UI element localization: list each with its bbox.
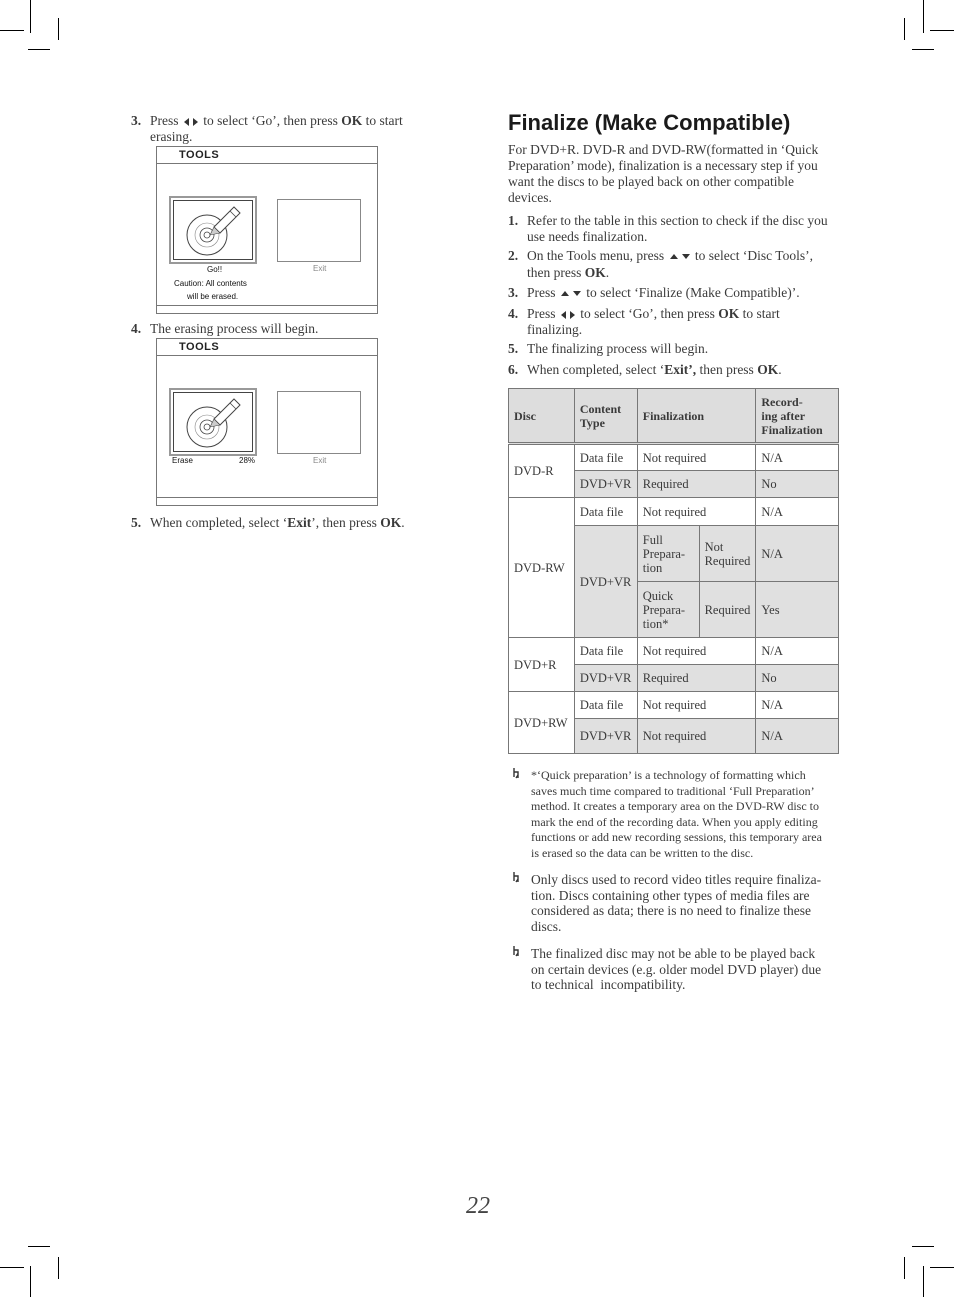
step-text: Press bbox=[150, 113, 179, 128]
step-text: then press bbox=[527, 265, 582, 280]
content-cell: DVD+VR bbox=[574, 471, 637, 498]
finalization-cell: Not Required bbox=[699, 526, 756, 582]
crop-mark bbox=[930, 1267, 954, 1268]
crop-mark bbox=[0, 1267, 24, 1268]
exit-label: Exit bbox=[313, 456, 327, 465]
disc-cell: DVD+RW bbox=[509, 692, 575, 754]
recording-cell: N/A bbox=[756, 719, 839, 754]
crop-mark bbox=[30, 0, 31, 33]
crop-mark bbox=[930, 30, 954, 31]
content-cell: Data file bbox=[574, 444, 637, 471]
right-arrow-icon bbox=[193, 118, 198, 126]
disc-cell: DVD-RW bbox=[509, 498, 575, 638]
recording-cell: No bbox=[756, 471, 839, 498]
crop-mark bbox=[904, 18, 905, 40]
erase-label: Erase bbox=[172, 456, 193, 465]
finalization-cell: Required bbox=[637, 471, 756, 498]
step-number: 3. bbox=[508, 285, 519, 300]
finalization-cell: Required bbox=[637, 665, 756, 692]
note-line: discs. bbox=[531, 918, 562, 934]
exit-word: Exit’, bbox=[664, 362, 697, 377]
step-text: Press bbox=[527, 306, 556, 321]
step-text: The finalizing process will begin. bbox=[527, 341, 709, 356]
step-text: to select ‘Go’, then press bbox=[580, 306, 715, 321]
step-number: 5. bbox=[131, 515, 142, 530]
note-line: method. It creates a temporary area on the DVD-RW disc to bbox=[531, 799, 820, 813]
disc-cell: DVD+R bbox=[509, 638, 575, 692]
note-line: on certain devices (e.g. older model DVD player) due bbox=[531, 961, 822, 977]
finalization-cell: Not required bbox=[637, 638, 756, 665]
step-text: to start bbox=[742, 306, 780, 321]
note-line: The finalized disc may not be able to be played back bbox=[531, 946, 816, 961]
step-number: 6. bbox=[508, 362, 519, 377]
content-cell: DVD+VR bbox=[574, 665, 637, 692]
crop-mark bbox=[28, 49, 50, 50]
step-text: On the Tools menu, press bbox=[527, 248, 665, 263]
crop-mark bbox=[923, 0, 924, 33]
prep-cell: Full Prepara- tion bbox=[637, 526, 699, 582]
header-disc: Disc bbox=[509, 389, 575, 444]
step-number: 4. bbox=[131, 321, 142, 336]
content-cell: DVD+VR bbox=[574, 526, 637, 638]
step-text: to select ‘Finalize (Make Compatible)’. bbox=[586, 285, 800, 300]
step-text: When completed, select ‘ bbox=[527, 362, 665, 377]
ok-key: OK bbox=[341, 113, 363, 128]
exit-word: Exit bbox=[287, 515, 312, 530]
recording-cell: N/A bbox=[756, 638, 839, 665]
note-video-titles bbox=[531, 872, 851, 934]
table-header-row bbox=[509, 389, 839, 444]
recording-cell: N/A bbox=[756, 498, 839, 526]
ok-key: OK bbox=[380, 515, 402, 530]
note-line: *‘Quick preparation’ is a technology of formatting which bbox=[531, 768, 806, 782]
header-finalization: Finalization bbox=[637, 389, 756, 444]
step-text: The erasing process will begin. bbox=[150, 321, 319, 336]
step-number: 2. bbox=[508, 248, 519, 263]
tools-screen-erase bbox=[156, 338, 378, 506]
exit-tile[interactable] bbox=[277, 199, 361, 262]
note-icon bbox=[512, 871, 520, 883]
note-line: to technical incompatibility. bbox=[531, 977, 686, 992]
step-text: to start bbox=[365, 113, 403, 128]
crop-mark bbox=[912, 49, 934, 50]
note-line: is erased so the data can be written to the disc. bbox=[531, 845, 754, 860]
step-number: 3. bbox=[131, 113, 142, 128]
step-text: . bbox=[401, 515, 405, 530]
exit-tile[interactable] bbox=[277, 391, 361, 454]
recording-cell: Yes bbox=[756, 582, 839, 638]
step-text: Refer to the table in this section to check if the disc you bbox=[527, 213, 828, 228]
up-arrow-icon bbox=[561, 291, 569, 296]
crop-mark bbox=[28, 1246, 50, 1247]
content-cell: DVD+VR bbox=[574, 719, 637, 754]
header-recording: Record- ing after Finalization bbox=[756, 389, 839, 444]
caution-text: will be erased. bbox=[187, 292, 239, 301]
header-content-type: Content Type bbox=[574, 389, 637, 444]
prep-cell: Quick Prepara- tion* bbox=[637, 582, 699, 638]
crop-mark bbox=[0, 30, 24, 31]
step-text: finalizing. bbox=[527, 322, 583, 337]
down-arrow-icon bbox=[682, 254, 690, 259]
crop-mark bbox=[904, 1257, 905, 1279]
recording-cell: N/A bbox=[756, 692, 839, 719]
step-text: use needs finalization. bbox=[527, 229, 648, 244]
page-number: 22 bbox=[466, 1193, 490, 1219]
ok-key: OK bbox=[718, 306, 740, 321]
go-label: Go!! bbox=[207, 265, 223, 274]
content-cell: Data file bbox=[574, 692, 637, 719]
step-text: ’, then press bbox=[311, 515, 377, 530]
step-text: erasing. bbox=[150, 129, 193, 144]
content-cell: Data file bbox=[574, 638, 637, 665]
finalization-cell: Not required bbox=[637, 498, 756, 526]
finalization-cell: Not required bbox=[637, 692, 756, 719]
left-arrow-icon bbox=[561, 311, 566, 319]
intro-line: For DVD+R. DVD-R and DVD-RW(formatted in ‘Quick bbox=[508, 142, 819, 157]
progress-percent: 28% bbox=[239, 456, 256, 465]
recording-cell: N/A bbox=[756, 526, 839, 582]
exit-label: Exit bbox=[313, 264, 327, 273]
disc-tile bbox=[169, 388, 257, 456]
intro-line: devices. bbox=[508, 190, 552, 205]
note-line: Only discs used to record video titles require finaliza- bbox=[531, 872, 822, 887]
crop-mark bbox=[58, 18, 59, 40]
step-number: 1. bbox=[508, 213, 519, 228]
intro-line: want the discs to be played back on other compatible bbox=[508, 174, 795, 189]
recording-cell: No bbox=[756, 665, 839, 692]
crop-mark bbox=[912, 1246, 934, 1247]
disc-tile bbox=[169, 196, 257, 264]
ok-key: OK bbox=[757, 362, 779, 377]
note-compatibility bbox=[531, 946, 851, 993]
table-row bbox=[509, 444, 839, 471]
caution-text: Caution: All contents bbox=[174, 279, 247, 288]
note-line: tion. Discs containing other types of media files are bbox=[531, 887, 810, 903]
note-quick-preparation bbox=[531, 768, 851, 861]
disc-eraser-icon bbox=[174, 393, 252, 451]
ok-key: OK bbox=[584, 265, 606, 280]
step-text: to select ‘Go’, then press bbox=[203, 113, 338, 128]
step-text: . bbox=[778, 362, 782, 377]
table-row bbox=[509, 692, 839, 719]
intro-line: Preparation’ mode), finalization is a necessary step if you bbox=[508, 158, 818, 173]
step-text: then press bbox=[699, 362, 754, 377]
disc-eraser-icon bbox=[174, 201, 252, 259]
screen-title: TOOLS bbox=[179, 341, 220, 353]
disc-cell: DVD-R bbox=[509, 444, 575, 498]
note-line: saves much time compared to traditional ‘Full Preparation’ bbox=[531, 783, 815, 798]
step-number: 5. bbox=[508, 341, 519, 356]
finalization-table bbox=[508, 388, 839, 754]
note-line: mark the end of the recording data. When you apply editing bbox=[531, 814, 818, 829]
note-icon bbox=[512, 767, 520, 779]
step-text: Press bbox=[527, 285, 556, 300]
screen-title: TOOLS bbox=[179, 149, 220, 161]
right-arrow-icon bbox=[570, 311, 575, 319]
crop-mark bbox=[30, 1266, 31, 1297]
note-icon bbox=[512, 945, 520, 957]
recording-cell: N/A bbox=[756, 444, 839, 471]
left-arrow-icon bbox=[184, 118, 189, 126]
tools-screen-go bbox=[156, 146, 378, 314]
content-cell: Data file bbox=[574, 498, 637, 526]
table-row bbox=[509, 498, 839, 526]
finalization-cell: Required bbox=[699, 582, 756, 638]
step-text: . bbox=[605, 265, 610, 280]
finalization-cell: Not required bbox=[637, 719, 756, 754]
crop-mark bbox=[58, 1257, 59, 1279]
intro-paragraph bbox=[508, 142, 853, 206]
note-line: considered as data; there is no need to finalize these bbox=[531, 903, 812, 918]
step-text: When completed, select ‘ bbox=[150, 515, 288, 530]
section-title: Finalize (Make Compatible) bbox=[508, 110, 791, 135]
down-arrow-icon bbox=[573, 291, 581, 296]
finalization-cell: Not required bbox=[637, 444, 756, 471]
step-number: 4. bbox=[508, 306, 519, 321]
note-line: functions or add new recording sessions, this temporary area bbox=[531, 830, 822, 844]
step-text: to select ‘Disc Tools’, bbox=[694, 248, 813, 263]
crop-mark bbox=[923, 1266, 924, 1297]
table-row bbox=[509, 638, 839, 665]
up-arrow-icon bbox=[670, 254, 678, 259]
